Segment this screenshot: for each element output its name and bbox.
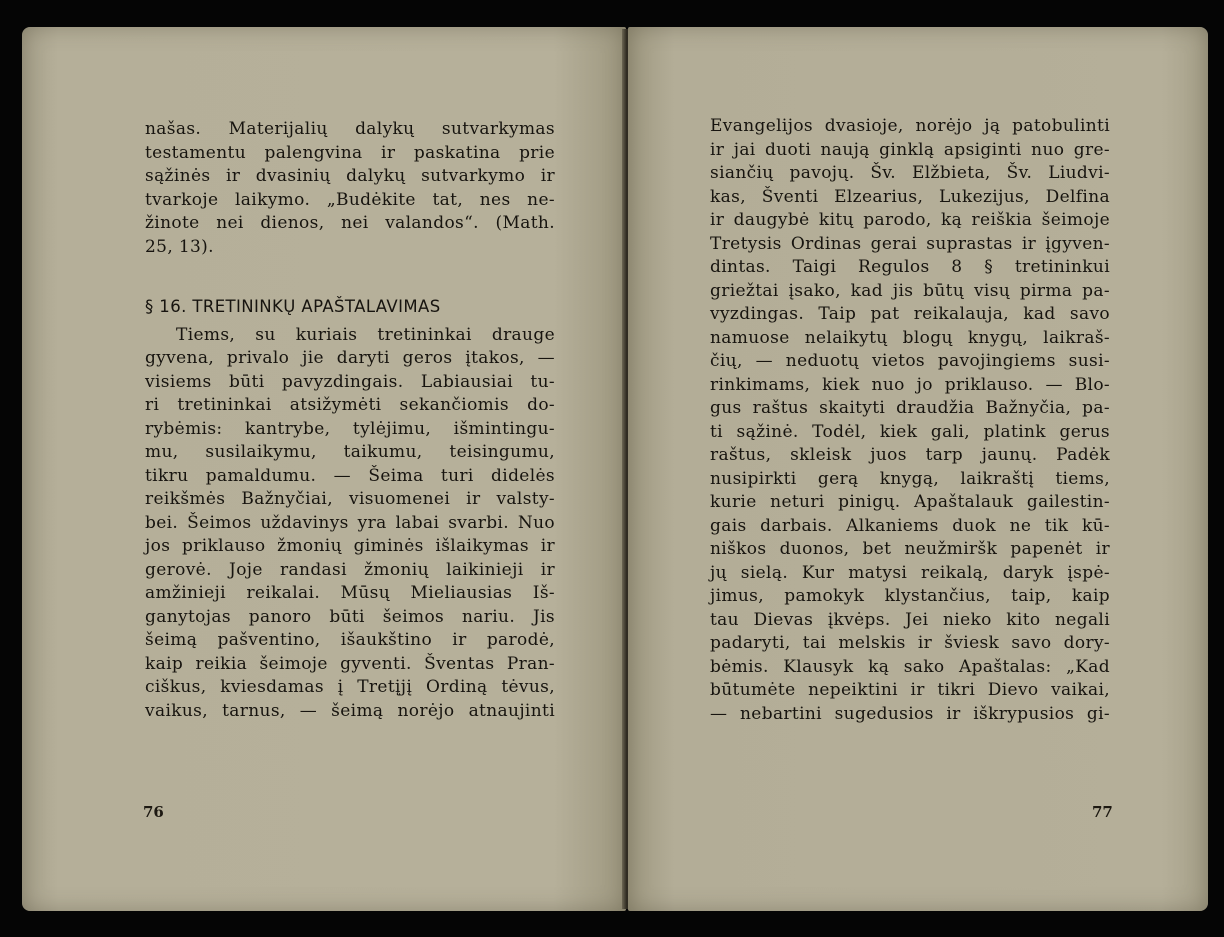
right-page-text [710, 115, 1110, 726]
paragraph [145, 118, 555, 259]
text-line: jos priklauso žmonių giminės išlaikymas ir [145, 536, 555, 556]
text-line: — nebartini sugedusios ir iškrypusios gi- [710, 703, 1110, 724]
section-heading: § 16. TRETININKŲ APAŠTALAVIMAS [145, 297, 441, 316]
text-line: sąžinės ir dvasinių dalykų sutvarkymo ir [145, 166, 555, 186]
text-line: tau Dievas įkvėps. Jei nieko kito negali [710, 609, 1110, 630]
text-line: gais darbais. Alkaniems duok ne tik kū- [710, 515, 1110, 536]
text-line: Tiems, su kuriais tretininkai drauge [176, 324, 555, 345]
text-line: visiems būti pavyzdingais. Labiausiai tu- [145, 371, 555, 392]
text-line: ri tretininkai atsižymėti sekančiomis do- [145, 395, 555, 415]
left-page [22, 27, 626, 911]
text-line: ganytojas panoro būti šeimos nariu. Jis [145, 606, 555, 627]
text-line: gyvena, privalo jie daryti geros įtakos, — [145, 348, 555, 368]
text-line: siančių pavojų. Šv. Elžbieta, Šv. Liudvi- [710, 163, 1110, 183]
text-line: vyzdingas. Taip pat reikalauja, kad savo [710, 304, 1110, 324]
text-line: ir daugybė kitų parodo, ką reiškia šeimoje [710, 210, 1110, 230]
text-line: mu, susilaikymu, taikumu, teisingumu, [145, 442, 555, 462]
text-line: kurie neturi pinigų. Apaštalauk gailestin- [710, 492, 1110, 512]
text-line: tikru pamaldumu. — Šeima turi didelės [145, 465, 555, 486]
text-line: Tretysis Ordinas gerai suprastas ir įgyven- [710, 233, 1110, 254]
left-page-text [145, 118, 555, 723]
text-line: rinkimams, kiek nuo jo priklauso. — Blo- [710, 374, 1110, 395]
text-line: gerovė. Joje randasi žmonių laikinieji ir [145, 559, 555, 580]
text-line: žinote nei dienos, nei valandos“. (Math. [145, 213, 555, 233]
text-line: padaryti, tai melskis ir šviesk savo dory- [710, 633, 1110, 653]
text-line: kas, Šventi Elzearius, Lukezijus, Delfina [710, 186, 1110, 207]
text-line: 25, 13). [145, 236, 214, 257]
text-line: gus raštus skaityti draudžia Bažnyčia, pa- [710, 398, 1110, 418]
text-line: vaikus, tarnus, — šeimą norėjo atnaujinti [145, 700, 555, 721]
text-line: jų sielą. Kur matysi reikalą, daryk įspė- [710, 562, 1110, 583]
page-number: 76 [143, 803, 164, 821]
text-line: namuose nelaikytų blogų knygų, laikraš- [710, 327, 1110, 348]
text-line: ir jai duoti naują ginklą apsiginti nuo gre- [710, 139, 1110, 160]
text-line: tvarkoje laikymo. „Budėkite tat, nes ne- [145, 189, 555, 210]
text-line: ti sąžinė. Todėl, kiek gali, platink gerus [710, 421, 1110, 442]
text-line: bėmis. Klausyk ką sako Apaštalas: „Kad [710, 656, 1110, 677]
text-line: čių, — neduotų vietos pavojingiems susi- [710, 351, 1110, 371]
text-line: griežtai įsako, kad jis būtų visų pirma pa- [710, 280, 1110, 301]
text-line: šeimą pašventino, išaukštino ir parodė, [145, 630, 555, 650]
open-book [22, 27, 1210, 915]
text-line: niškos duonos, bet neužmiršk papenėt ir [710, 539, 1110, 559]
page-number: 77 [1092, 803, 1113, 821]
text-line: rybėmis: kantrybe, tylėjimu, išmintingu- [145, 418, 555, 439]
text-line: kaip reikia šeimoje gyventi. Šventas Pran- [145, 653, 555, 674]
text-line: jimus, pamokyk klystančius, taip, kaip [710, 586, 1110, 606]
text-line: našas. Materijalių dalykų sutvarkymas [145, 119, 555, 139]
text-line: raštus, skleisk juos tarp jaunų. Padėk [710, 445, 1110, 465]
text-line: nusipirkti gerą knygą, laikraštį tiems, [710, 468, 1110, 489]
text-line: dintas. Taigi Regulos 8 § tretininkui [710, 257, 1110, 277]
right-page [628, 27, 1208, 911]
paragraph [145, 324, 555, 724]
text-line: Evangelijos dvasioje, norėjo ją patobulinti [710, 116, 1110, 136]
text-line: ciškus, kviesdamas į Tretįjį Ordiną tėvus, [145, 677, 555, 697]
text-line: bei. Šeimos uždavinys yra labai svarbi. Nuo [145, 512, 555, 533]
text-line: testamentu palengvina ir paskatina prie [145, 142, 555, 163]
text-line: būtumėte nepeiktini ir tikri Dievo vaikai, [710, 680, 1110, 700]
text-line: amžinieji reikalai. Mūsų Mieliausias Iš- [145, 583, 555, 603]
text-line: reikšmės Bažnyčiai, visuomenei ir valsty- [145, 489, 555, 509]
